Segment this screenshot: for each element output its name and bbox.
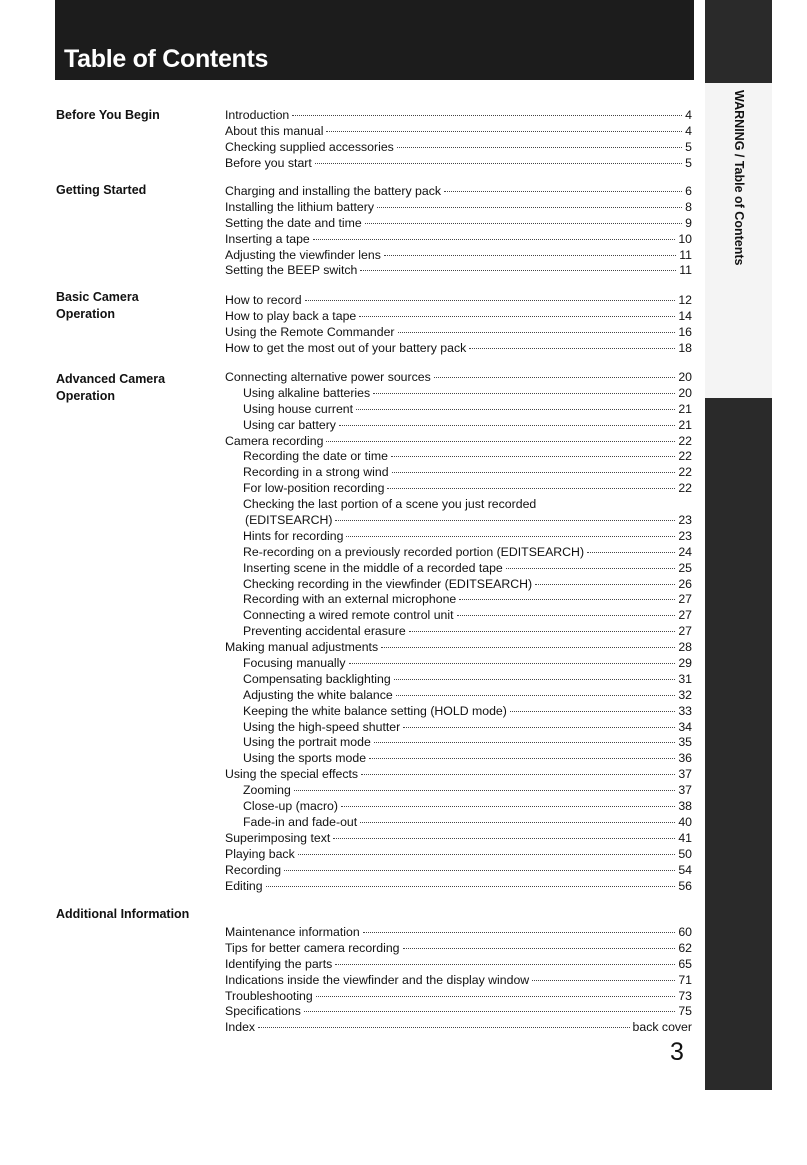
dot-leader <box>305 299 676 301</box>
toc-entry-page: 4 <box>685 108 692 122</box>
dot-leader <box>349 662 676 664</box>
toc-entry <box>225 561 692 577</box>
dot-leader <box>387 487 675 489</box>
dot-leader <box>363 931 676 933</box>
toc-entry-title: Focusing manually <box>243 656 346 671</box>
dot-leader <box>326 440 675 442</box>
toc-entry-page: 65 <box>678 956 692 971</box>
toc-entry <box>225 481 692 497</box>
dot-leader <box>409 630 676 632</box>
toc-block-basic-camera-operation <box>225 293 692 357</box>
toc-block-additional-information <box>225 925 692 1036</box>
toc-entry-title: Setting the date and time <box>225 215 362 230</box>
toc-entry <box>225 656 692 672</box>
header-banner <box>55 0 694 80</box>
dot-leader <box>587 551 675 553</box>
toc-entry <box>225 248 692 264</box>
toc-entry-title: Checking recording in the viewfinder (EDITSEARCH) <box>243 576 533 591</box>
dot-leader <box>266 885 676 887</box>
toc-entry-page: 32 <box>678 687 692 702</box>
dot-leader <box>457 614 676 616</box>
toc-entry <box>225 232 692 248</box>
side-tab-text: WARNING / Table of Contents <box>732 90 746 266</box>
dot-leader <box>326 130 682 132</box>
dot-leader <box>392 471 676 473</box>
toc-entry-page: 9 <box>685 215 692 230</box>
toc-entry <box>225 156 692 172</box>
toc-entry-page: 21 <box>678 417 692 432</box>
dot-leader <box>532 979 675 981</box>
toc-entry-page: 28 <box>678 640 692 655</box>
toc-entry-title: Compensating backlighting <box>243 671 391 686</box>
toc-entry <box>225 879 692 895</box>
toc-entry-page: back cover <box>632 1020 692 1035</box>
dot-leader <box>304 1010 675 1012</box>
toc-entry-title: Indications inside the viewfinder and the display window <box>225 972 530 987</box>
toc-entry-page: 25 <box>678 560 692 575</box>
toc-entry-page: 22 <box>678 465 692 480</box>
toc-entry-page: 41 <box>678 830 692 845</box>
toc-entry-title: Identifying the parts <box>225 956 333 971</box>
section-title-getting-started: Getting Started <box>56 183 147 197</box>
page-number: 3 <box>670 1038 684 1066</box>
toc-entry-page: 62 <box>678 940 692 955</box>
toc-entry-page: 23 <box>678 528 692 543</box>
toc-entry <box>225 341 692 357</box>
toc-entry <box>225 402 692 418</box>
dot-leader <box>316 995 676 997</box>
toc-entry-title: Connecting alternative power sources <box>225 370 431 384</box>
toc-entry <box>225 1020 692 1036</box>
dot-leader <box>360 821 675 823</box>
toc-entry <box>225 624 692 640</box>
toc-block-getting-started <box>225 184 692 279</box>
toc-entry <box>225 263 692 279</box>
dot-leader <box>403 726 675 728</box>
toc-entry-page: 31 <box>678 671 692 686</box>
toc-entry-title: Installing the lithium battery <box>225 199 375 214</box>
toc-entry-page: 5 <box>685 139 692 154</box>
toc-entry-page: 36 <box>678 751 692 766</box>
toc-entry-title: Playing back <box>225 846 295 861</box>
toc-entry <box>225 751 692 767</box>
dot-leader <box>397 146 682 148</box>
toc-entry-title: Inserting scene in the middle of a recorded tape <box>243 560 503 575</box>
toc-entry-title: Charging and installing the battery pack <box>225 184 442 198</box>
dot-leader <box>298 853 676 855</box>
toc-entry-page: 23 <box>678 513 692 528</box>
toc-entry-title: Tips for better camera recording <box>225 940 400 955</box>
toc-entry-title: Setting the BEEP switch <box>225 263 358 278</box>
dot-leader <box>535 583 675 585</box>
toc-entry <box>225 831 692 847</box>
toc-entry <box>225 672 692 688</box>
toc-entry-page: 22 <box>678 481 692 496</box>
toc-entry-title: Using the Remote Commander <box>225 324 395 339</box>
toc-entry <box>225 124 692 140</box>
toc-entry <box>225 704 692 720</box>
dot-leader <box>315 162 682 164</box>
toc-entry-title: Checking the last portion of a scene you just recorded <box>243 497 537 512</box>
dot-leader <box>333 837 675 839</box>
toc-entry <box>225 309 692 325</box>
dot-leader <box>335 519 675 521</box>
section-title-basic-camera-operation: Basic Camera Operation <box>56 290 139 321</box>
dot-leader <box>346 535 675 537</box>
dot-leader <box>361 773 675 775</box>
toc-entry-title: Fade-in and fade-out <box>243 814 358 829</box>
toc-entry-title: Adjusting the white balance <box>243 687 393 702</box>
toc-entry-page: 22 <box>678 433 692 448</box>
toc-entry-title: Superimposing text <box>225 830 331 845</box>
toc-entry <box>225 863 692 879</box>
side-tab-label <box>724 90 752 290</box>
toc-entry-page: 8 <box>685 199 692 214</box>
toc-entry-page: 5 <box>685 155 692 170</box>
dot-leader <box>377 206 682 208</box>
toc-entry-title: Keeping the white balance setting (HOLD mode) <box>243 703 507 718</box>
toc-entry <box>225 989 692 1005</box>
toc-entry-page: 35 <box>678 735 692 750</box>
dot-leader <box>335 963 675 965</box>
dot-leader <box>374 741 675 743</box>
dot-leader <box>394 678 676 680</box>
toc-entry-page: 20 <box>678 370 692 384</box>
toc-entry <box>225 592 692 608</box>
toc-entry <box>225 200 692 216</box>
dot-leader <box>506 567 676 569</box>
toc-entry <box>225 783 692 799</box>
toc-entry-title: Recording <box>225 862 282 877</box>
toc-entry-page: 38 <box>678 799 692 814</box>
toc-entry-page: 54 <box>678 862 692 877</box>
toc-entry-page: 73 <box>678 988 692 1003</box>
dot-leader <box>373 392 675 394</box>
toc-entry <box>225 140 692 156</box>
toc-entry-title: Using house current <box>243 401 354 416</box>
dot-leader <box>292 114 682 116</box>
toc-entry-page: 24 <box>678 544 692 559</box>
toc-entry <box>225 767 692 783</box>
toc-entry <box>225 370 692 386</box>
toc-entry <box>225 434 692 450</box>
toc-block-advanced-camera-operation <box>225 370 692 894</box>
toc-entry <box>225 608 692 624</box>
toc-entry-page: 16 <box>678 324 692 339</box>
dot-leader <box>356 408 675 410</box>
toc-entry-title: Using alkaline batteries <box>243 385 371 400</box>
toc-entry-title: Zooming <box>243 783 291 798</box>
toc-entry-page: 11 <box>679 247 692 262</box>
toc-entry-page: 71 <box>678 972 692 987</box>
toc-entry-page: 29 <box>678 656 692 671</box>
toc-entry <box>225 973 692 989</box>
dot-leader <box>434 376 676 378</box>
dot-leader <box>258 1026 629 1028</box>
toc-entry-page: 50 <box>678 846 692 861</box>
toc-entry <box>225 847 692 863</box>
dot-leader <box>339 424 675 426</box>
dot-leader <box>365 222 682 224</box>
toc-entry-page: 11 <box>679 263 692 278</box>
toc-entry-title: Hints for recording <box>243 528 344 543</box>
toc-entry <box>225 216 692 232</box>
toc-entry-title: Specifications <box>225 1004 301 1019</box>
toc-entry <box>225 184 692 200</box>
dot-leader <box>469 347 675 349</box>
toc-entry-title: Camera recording <box>225 433 324 448</box>
toc-entry-title: Using car battery <box>243 417 336 432</box>
toc-entry-title: Recording in a strong wind <box>243 465 389 480</box>
toc-entry-page: 22 <box>678 449 692 464</box>
toc-entry-page: 37 <box>678 783 692 798</box>
toc-entry-page: 75 <box>678 1004 692 1019</box>
page-title: Table of Contents <box>64 45 269 73</box>
toc-entry <box>225 293 692 309</box>
toc-entry <box>225 640 692 656</box>
toc-entry-page: 26 <box>678 576 692 591</box>
toc-entry <box>225 925 692 941</box>
toc-entry-title: About this manual <box>225 123 324 138</box>
toc-entry-page: 20 <box>678 385 692 400</box>
toc-entry <box>225 545 692 561</box>
dot-leader <box>396 694 676 696</box>
dot-leader <box>444 190 682 192</box>
toc-entry <box>225 325 692 341</box>
toc-entry <box>225 497 692 513</box>
toc-entry <box>225 941 692 957</box>
toc-entry <box>225 688 692 704</box>
toc-entry-title: Checking supplied accessories <box>225 139 394 154</box>
toc-entry <box>225 957 692 973</box>
toc-entry-title: Maintenance information <box>225 925 360 939</box>
toc-entry-title: How to play back a tape <box>225 308 357 323</box>
toc-entry-title: Close-up (macro) <box>243 799 338 814</box>
toc-entry-title: Using the portrait mode <box>243 735 371 750</box>
dot-leader <box>403 947 676 949</box>
toc-entry-title: Editing <box>225 878 263 893</box>
toc-entry-page: 33 <box>678 703 692 718</box>
toc-entry <box>225 799 692 815</box>
toc-entry-title: Connecting a wired remote control unit <box>243 608 454 623</box>
toc-entry-page: 27 <box>678 608 692 623</box>
toc-entry-title: Using the high-speed shutter <box>243 719 401 734</box>
toc-entry-title: Making manual adjustments <box>225 640 379 655</box>
toc-entry-title: Re-recording on a previously recorded portion (EDITSEARCH) <box>243 544 585 559</box>
toc-entry-page: 34 <box>678 719 692 734</box>
section-title-before-you-begin: Before You Begin <box>56 108 160 122</box>
dot-leader <box>381 646 675 648</box>
toc-entry-page: 4 <box>685 123 692 138</box>
toc-entry-title: Index <box>225 1020 256 1035</box>
section-title-additional-information: Additional Information <box>56 907 190 921</box>
toc-entry <box>225 386 692 402</box>
toc-entry-title: Adjusting the viewfinder lens <box>225 247 381 262</box>
toc-entry-title: Using the sports mode <box>243 751 367 766</box>
section-title-advanced-camera-operation: Advanced Camera Operation <box>56 372 166 403</box>
dot-leader <box>384 254 676 256</box>
toc-entry-title: Troubleshooting <box>225 988 313 1003</box>
dot-leader <box>459 598 675 600</box>
toc-entry-title: Introduction <box>225 108 290 122</box>
dot-leader <box>284 869 675 871</box>
toc-entry-page: 6 <box>685 184 692 198</box>
toc-entry <box>225 465 692 481</box>
toc-entry <box>225 815 692 831</box>
toc-entry-page: 37 <box>678 767 692 782</box>
toc-block-before-you-begin <box>225 108 692 172</box>
toc-entry-title: How to get the most out of your battery pack <box>225 340 467 355</box>
toc-entry-page: 14 <box>678 308 692 323</box>
dot-leader <box>510 710 675 712</box>
toc-entry-title: Recording with an external microphone <box>243 592 457 607</box>
toc-entry <box>225 577 692 593</box>
toc-entry-page: 10 <box>678 231 692 246</box>
toc-entry <box>225 108 692 124</box>
toc-entry <box>225 513 692 529</box>
dot-leader <box>359 315 675 317</box>
toc-entry <box>225 529 692 545</box>
side-tab <box>705 0 772 1090</box>
dot-leader <box>313 238 676 240</box>
dot-leader <box>294 789 675 791</box>
dot-leader <box>360 269 676 271</box>
toc-entry <box>225 1004 692 1020</box>
toc-entry <box>225 720 692 736</box>
toc-entry-page: 27 <box>678 624 692 639</box>
toc-entry-title: Inserting a tape <box>225 231 310 246</box>
dot-leader <box>391 455 675 457</box>
toc-entry-title: Recording the date or time <box>243 449 388 464</box>
toc-entry-title: For low-position recording <box>243 481 385 496</box>
toc-entry-page: 27 <box>678 592 692 607</box>
dot-leader <box>369 757 675 759</box>
toc-entry-page: 18 <box>678 340 692 355</box>
toc-entry-title: (EDITSEARCH) <box>245 513 333 528</box>
toc-entry-title: Using the special effects <box>225 767 359 782</box>
toc-entry-page: 21 <box>678 401 692 416</box>
toc-entry-title: Preventing accidental erasure <box>243 624 406 639</box>
toc-entry <box>225 735 692 751</box>
toc-entry-page: 56 <box>678 878 692 893</box>
toc-entry <box>225 418 692 434</box>
toc-entry-page: 60 <box>678 925 692 939</box>
toc-entry-title: Before you start <box>225 155 312 170</box>
toc-entry <box>225 449 692 465</box>
toc-entry-page: 40 <box>678 814 692 829</box>
dot-leader <box>398 331 676 333</box>
dot-leader <box>341 805 675 807</box>
toc-entry-title: How to record <box>225 293 302 307</box>
toc-entry-page: 12 <box>678 293 692 307</box>
